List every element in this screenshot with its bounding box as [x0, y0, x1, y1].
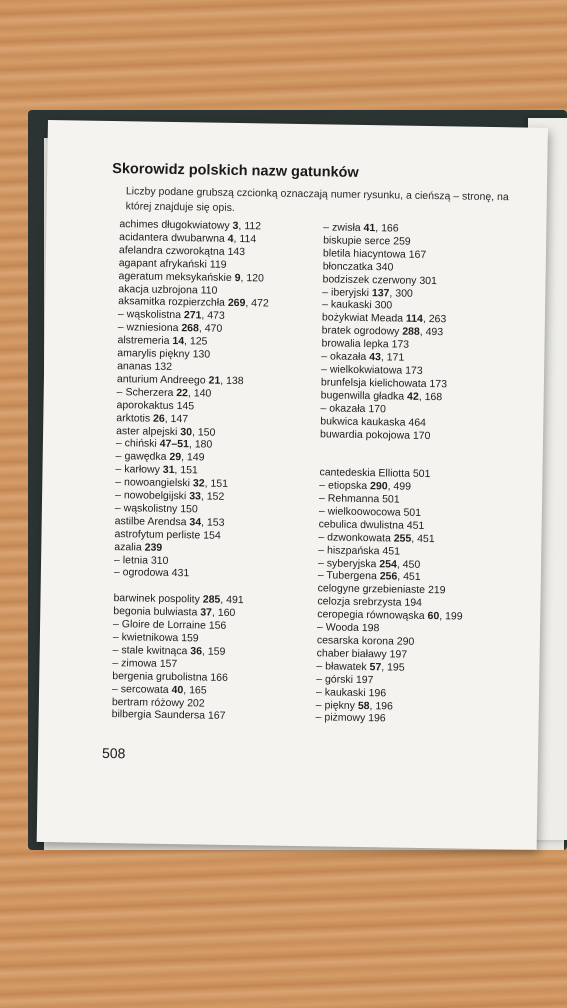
figure-number: 40	[171, 683, 184, 696]
index-entry: – kwietnikowa 159	[112, 631, 199, 645]
index-entry: – Scherzera 22, 140	[116, 385, 212, 400]
index-entry: – wąskolistny 150	[114, 502, 198, 516]
figure-number: 36	[190, 645, 203, 658]
figure-number: 34	[189, 516, 202, 529]
index-entry: – zwisła 41, 166	[323, 221, 399, 235]
index-entry: – wzniesiona 268, 470	[117, 321, 223, 336]
index-entry: celozja srebrzysta 194	[317, 595, 423, 610]
figure-number: 290	[369, 480, 388, 493]
figure-number: 271	[183, 309, 202, 322]
index-entry: – chiński 47–51, 180	[115, 437, 213, 452]
index-entry: – letnia 310	[114, 553, 169, 567]
index-entry: cesarska korona 290	[316, 634, 415, 648]
figure-number: 254	[379, 557, 397, 571]
index-entry: brunfelsja kielichowata 173	[320, 376, 448, 391]
index-entry: – hiszpańska 451	[318, 543, 401, 558]
index-entry: anturium Andreego 21, 138	[116, 372, 244, 387]
index-entry: alstremeria 14, 125	[117, 334, 208, 348]
index-entry: – gawędka 29, 149	[115, 450, 205, 464]
index-entry: afelandra czworokątna 143	[118, 243, 246, 258]
index-entry: – dzwonkowata 255, 451	[318, 531, 435, 545]
figure-number: 3	[232, 219, 239, 233]
index-entry: – ogrodowa 431	[113, 566, 190, 580]
index-entry: aster alpejski 30, 150	[116, 424, 216, 439]
figure-number: 239	[144, 541, 163, 554]
index-entry: cantedeskia Elliotta 501	[319, 466, 431, 481]
index-entry: – kaukaski 196	[315, 685, 387, 699]
index-column-left	[112, 218, 325, 724]
book-page	[37, 120, 548, 850]
figure-number: 21	[208, 374, 221, 387]
page-number: 508	[101, 744, 126, 762]
index-entry: azalia 239	[114, 540, 163, 554]
figure-number: 269	[227, 297, 246, 310]
figure-number: 9	[234, 271, 241, 284]
index-entry: bratek ogrodowy 288, 493	[321, 324, 444, 339]
index-entry: buwardia pokojowa 170	[320, 427, 431, 442]
index-entry: aporokaktus 145	[116, 398, 195, 413]
index-entry: – piżmowy 196	[315, 711, 386, 725]
index-entry: – sercowata 40, 165	[111, 682, 207, 697]
index-entry: – Rehmanna 501	[318, 492, 400, 506]
index-entry: bertram różowy 202	[111, 695, 205, 710]
index-column-right	[316, 221, 544, 728]
index-entry: – górski 197	[316, 672, 374, 686]
figure-number: 255	[393, 532, 412, 545]
index-entry: – okazała 43, 171	[321, 350, 405, 364]
index-entry: – Tubergena 256, 451	[317, 569, 421, 584]
figure-number: 22	[176, 386, 189, 400]
index-entry: aksamitka rozpierzchła 269, 472	[118, 295, 269, 310]
index-entry: amarylis piękny 130	[117, 347, 211, 361]
index-entry: – Gloire de Lorraine 156	[112, 618, 227, 632]
index-entry: ceropegia równowąska 60, 199	[317, 608, 463, 623]
figure-number: 42	[407, 390, 419, 403]
index-entry: – stale kwitnąca 36, 159	[112, 643, 226, 658]
index-entry: – wielkokwiatowa 173	[321, 363, 423, 377]
index-entry: ageratum meksykańskie 9, 120	[118, 269, 264, 285]
figure-number: 37	[200, 606, 213, 619]
index-entry: ananas 132	[117, 360, 173, 373]
index-entry: bilbergia Saundersa 167	[111, 708, 226, 723]
index-entry: astrofytum perliste 154	[114, 527, 221, 542]
index-entry: błonczatka 340	[322, 260, 394, 274]
figure-number: 137	[371, 286, 390, 299]
figure-number: 33	[189, 490, 202, 503]
index-entry: acidantera dwubarwna 4, 114	[119, 231, 257, 246]
figure-number: 58	[357, 699, 370, 712]
index-entry: – piękny 58, 196	[315, 698, 394, 712]
index-entry: – bławatek 57, 195	[316, 660, 405, 674]
index-entry: bodziszek czerwony 301	[322, 272, 438, 287]
figure-number: 41	[363, 221, 376, 235]
index-entry: achimes długokwiatowy 3, 112	[119, 218, 262, 233]
index-entry: browalia lepka 173	[321, 337, 410, 351]
index-entry: bożykwiat Meada 114, 263	[321, 311, 447, 326]
index-entry: biskupie serce 259	[323, 234, 411, 248]
index-entry: celogyne grzebieniaste 219	[317, 582, 446, 597]
index-entry: bugenwilla gładka 42, 168	[320, 389, 443, 404]
figure-number: 288	[402, 325, 420, 339]
figure-number: 29	[169, 451, 182, 464]
index-entry: – wielkoowocowa 501	[318, 505, 422, 519]
index-entry: – karłowy 31, 151	[115, 463, 198, 477]
figure-number: 31	[162, 464, 175, 477]
index-entry: arktotis 26, 147	[116, 411, 189, 425]
index-entry: – syberyjska 254, 450	[317, 556, 421, 571]
figure-number: 32	[192, 477, 205, 490]
index-entry: cebulica dwulistna 451	[318, 518, 425, 532]
index-entry: bergenia grubolistna 166	[112, 669, 228, 684]
page-title: Skorowidz polskich nazw gatunków	[112, 161, 359, 181]
index-entry: begonia bulwiasta 37, 160	[113, 605, 236, 620]
page-subtitle: Liczby podane grubszą czcionką oznaczają numer rysunku, a cieńszą – stronę, na której znajduje się opis.	[125, 185, 509, 214]
index-entry: – iberyjski 137, 300	[322, 285, 413, 300]
figure-number: 256	[379, 570, 398, 583]
index-entry: – wąskolistna 271, 473	[117, 308, 225, 323]
figure-number: 4	[227, 232, 234, 245]
index-entry: – okazała 170	[320, 402, 386, 416]
index-entry: chaber białawy 197	[316, 647, 408, 661]
index-entry: – kaukaski 300	[322, 298, 393, 312]
figure-number: 285	[202, 593, 221, 607]
index-entry: – etiopska 290, 499	[319, 479, 412, 493]
figure-number: 57	[369, 660, 382, 674]
index-entry: – Wooda 198	[316, 621, 380, 635]
figure-number: 14	[172, 335, 185, 348]
figure-number: 30	[180, 425, 193, 438]
index-entry: agapant afrykański 119	[118, 256, 227, 271]
figure-number: 47–51	[159, 438, 189, 451]
figure-number: 60	[427, 610, 440, 623]
figure-number: 43	[369, 351, 381, 364]
index-entry: astilbe Arendsa 34, 153	[114, 514, 225, 529]
index-entry: – zimowa 157	[112, 656, 178, 670]
index-entry: – nowoangielski 32, 151	[115, 476, 229, 490]
index-entry: akacja uzbrojona 110	[118, 282, 218, 297]
figure-number: 268	[181, 322, 199, 335]
index-entry: bukwica kaukaska 464	[320, 414, 427, 429]
figure-number: 26	[152, 412, 165, 425]
index-entry: barwinek pospolity 285, 491	[113, 592, 244, 607]
index-entry: bletila hiacyntowa 167	[322, 247, 427, 261]
figure-number: 114	[405, 312, 424, 326]
index-entry: – nowobelgijski 33, 152	[115, 489, 225, 503]
